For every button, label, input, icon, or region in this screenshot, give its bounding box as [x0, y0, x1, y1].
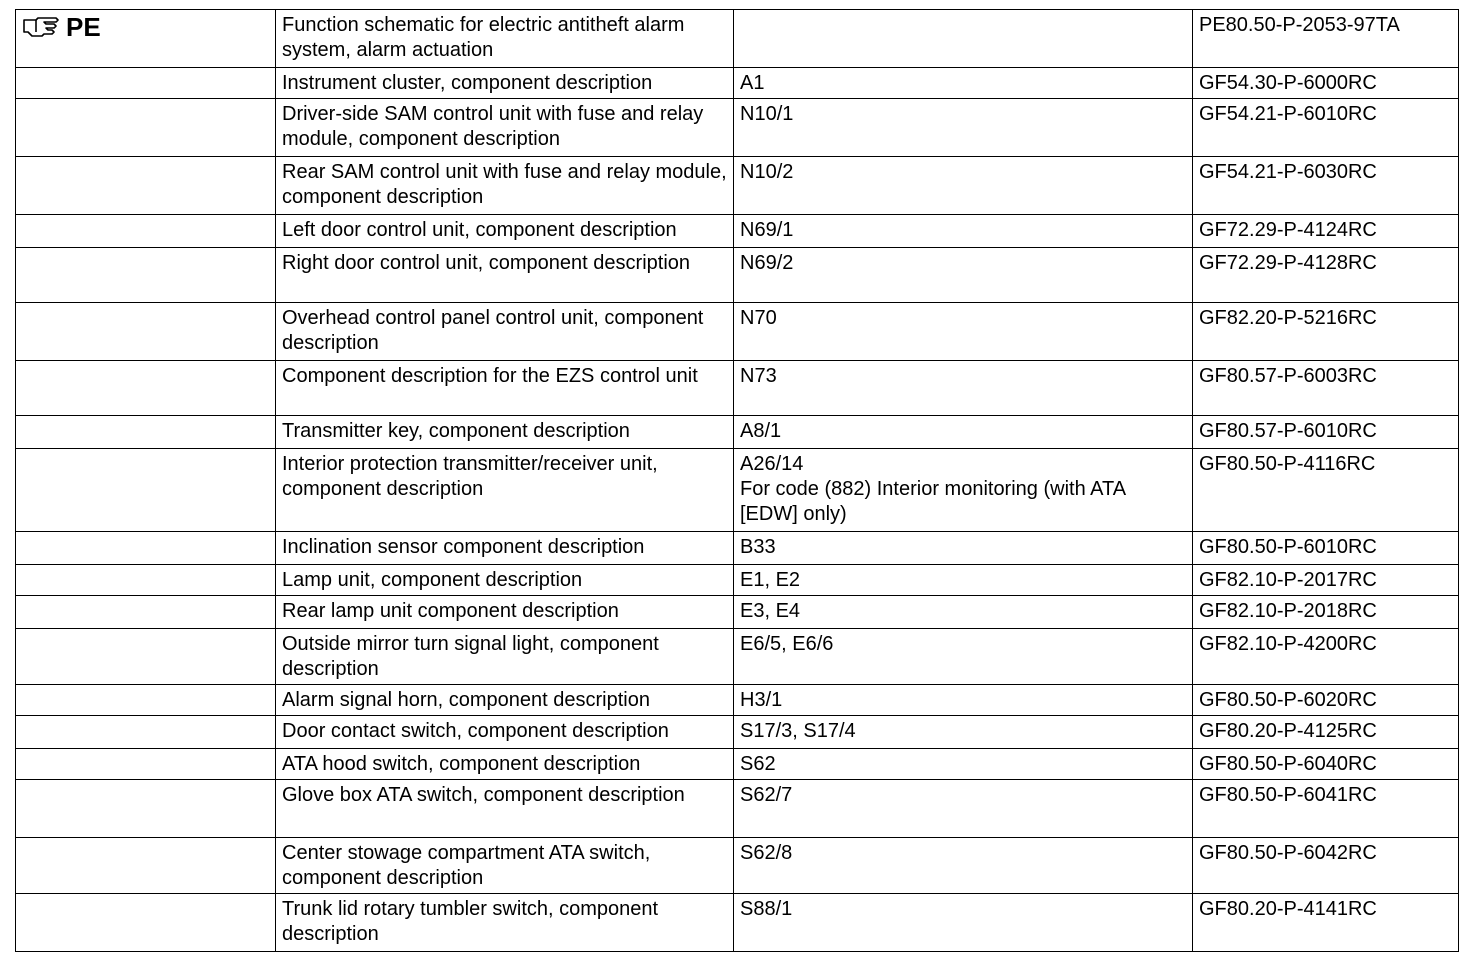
component-description: Interior protection transmitter/receiver unit, component description: [282, 453, 658, 500]
document-number-link[interactable]: GF80.57-P-6003RC: [1199, 365, 1377, 387]
document-cell: [1193, 99, 1459, 157]
schematic-title: Function schematic for electric antitheft alarm system, alarm actuation: [282, 14, 685, 61]
symbol-cell: [16, 215, 276, 248]
component-cell: [734, 838, 1193, 894]
description-cell: [276, 215, 734, 248]
symbol-cell: [16, 248, 276, 303]
symbol-cell: [16, 303, 276, 361]
pe-marker: [22, 13, 269, 41]
table-row: [16, 838, 1459, 894]
symbol-cell: [16, 685, 276, 716]
document-number-link[interactable]: GF82.10-P-2017RC: [1199, 569, 1377, 591]
description-cell: [276, 565, 734, 596]
component-cell: [734, 749, 1193, 780]
schematic-document-link[interactable]: PE80.50-P-2053-97TA: [1199, 14, 1400, 36]
component-cell: [734, 780, 1193, 838]
document-number-link[interactable]: GF80.20-P-4141RC: [1199, 898, 1377, 920]
description-cell: [276, 838, 734, 894]
description-cell: [276, 716, 734, 749]
component-code: E3, E4: [740, 600, 801, 622]
symbol-cell: [16, 716, 276, 749]
pe-label: PE: [66, 12, 101, 42]
symbol-cell: [16, 157, 276, 215]
component-code: N10/1: [740, 103, 794, 125]
component-description: Rear SAM control unit with fuse and relay module, component description: [282, 161, 727, 208]
document-cell: [1193, 361, 1459, 416]
component-code: N69/1: [740, 219, 794, 241]
document-cell: [1193, 449, 1459, 532]
table-row: [16, 215, 1459, 248]
component-code: S62/7: [740, 784, 793, 806]
description-cell: [276, 894, 734, 952]
document-cell: [1193, 894, 1459, 952]
document-cell: [1193, 838, 1459, 894]
document-cell: [1193, 532, 1459, 565]
component-code: S62/8: [740, 842, 793, 864]
component-description: Overhead control panel control unit, component description: [282, 307, 704, 354]
document-number-link[interactable]: GF82.20-P-5216RC: [1199, 307, 1377, 329]
table-row: [16, 303, 1459, 361]
component-cell: [734, 596, 1193, 629]
component-cell: [734, 685, 1193, 716]
table-row: [16, 629, 1459, 685]
component-cell: [734, 716, 1193, 749]
table-row: [16, 685, 1459, 716]
table-row: [16, 157, 1459, 215]
symbol-cell: [16, 565, 276, 596]
description-cell: [276, 99, 734, 157]
symbol-cell: [16, 449, 276, 532]
table-row: [16, 68, 1459, 99]
component-code: E1, E2: [740, 569, 801, 591]
document-number-link[interactable]: GF80.50-P-6010RC: [1199, 536, 1377, 558]
component-code: N10/2: [740, 161, 794, 183]
table-row: [16, 361, 1459, 416]
component-code: A26/14: [740, 453, 804, 475]
document-number-link[interactable]: GF80.50-P-6042RC: [1199, 842, 1377, 864]
document-number-link[interactable]: GF80.50-P-6040RC: [1199, 753, 1377, 775]
component-cell: [734, 68, 1193, 99]
schematic-title-cell: [276, 10, 734, 68]
component-cell: [734, 565, 1193, 596]
component-description: Outside mirror turn signal light, component description: [282, 633, 659, 680]
table-row: [16, 449, 1459, 532]
component-description: Transmitter key, component description: [282, 420, 630, 442]
description-cell: [276, 749, 734, 780]
table-row: [16, 596, 1459, 629]
document-cell: [1193, 157, 1459, 215]
component-code: N69/2: [740, 252, 794, 274]
component-cell: [734, 215, 1193, 248]
table-row: [16, 894, 1459, 952]
document-number-link[interactable]: GF54.30-P-6000RC: [1199, 72, 1377, 94]
symbol-cell: [16, 361, 276, 416]
document-cell: [1193, 780, 1459, 838]
description-cell: [276, 532, 734, 565]
schematic-document-cell: [1193, 10, 1459, 68]
component-cell: [734, 894, 1193, 952]
symbol-cell: [16, 780, 276, 838]
document-cell: [1193, 596, 1459, 629]
table-row: [16, 565, 1459, 596]
document-number-link[interactable]: GF82.10-P-4200RC: [1199, 633, 1377, 655]
description-cell: [276, 157, 734, 215]
table-row: [16, 416, 1459, 449]
component-description: Trunk lid rotary tumbler switch, component description: [282, 898, 659, 945]
component-description: Component description for the EZS control unit: [282, 365, 698, 387]
document-number-link[interactable]: GF80.50-P-6020RC: [1199, 689, 1377, 711]
component-code: H3/1: [740, 689, 783, 711]
reference-table: [15, 9, 1459, 952]
component-cell: [734, 157, 1193, 215]
component-description: ATA hood switch, component description: [282, 753, 641, 775]
document-cell: [1193, 716, 1459, 749]
document-cell: [1193, 248, 1459, 303]
document-cell: [1193, 749, 1459, 780]
symbol-cell: [16, 749, 276, 780]
description-cell: [276, 780, 734, 838]
symbol-cell: [16, 629, 276, 685]
component-description: Right door control unit, component description: [282, 252, 691, 274]
component-description: Rear lamp unit component description: [282, 600, 619, 622]
component-description: Left door control unit, component description: [282, 219, 677, 241]
document-cell: [1193, 416, 1459, 449]
component-code: S17/3, S17/4: [740, 720, 856, 742]
component-cell: [734, 99, 1193, 157]
document-number-link[interactable]: GF82.10-P-2018RC: [1199, 600, 1377, 622]
document-number-link[interactable]: GF72.29-P-4128RC: [1199, 252, 1377, 274]
document-cell: [1193, 565, 1459, 596]
component-description: Driver-side SAM control unit with fuse and relay module, component description: [282, 103, 704, 150]
description-cell: [276, 685, 734, 716]
component-description: Instrument cluster, component description: [282, 72, 653, 94]
component-cell: [734, 303, 1193, 361]
header-row: [16, 10, 1459, 68]
symbol-cell: [16, 894, 276, 952]
component-code: A8/1: [740, 420, 782, 442]
component-description: Inclination sensor component description: [282, 536, 645, 558]
document-cell: [1193, 68, 1459, 99]
description-cell: [276, 361, 734, 416]
document-cell: [1193, 629, 1459, 685]
document-number-link[interactable]: GF80.50-P-4116RC: [1199, 453, 1376, 475]
description-cell: [276, 303, 734, 361]
component-code: S88/1: [740, 898, 793, 920]
symbol-cell: [16, 532, 276, 565]
document-number-link[interactable]: GF54.21-P-6030RC: [1199, 161, 1377, 183]
component-description: Center stowage compartment ATA switch, component description: [282, 842, 651, 889]
component-description: Alarm signal horn, component description: [282, 689, 650, 711]
document-number-link[interactable]: GF80.20-P-4125RC: [1199, 720, 1377, 742]
component-cell: [734, 248, 1193, 303]
pointing-hand-icon: [22, 16, 62, 38]
description-cell: [276, 596, 734, 629]
component-cell: [734, 629, 1193, 685]
symbol-cell: [16, 99, 276, 157]
description-cell: [276, 629, 734, 685]
component-description: Lamp unit, component description: [282, 569, 583, 591]
description-cell: [276, 416, 734, 449]
table-row: [16, 532, 1459, 565]
description-cell: [276, 68, 734, 99]
symbol-cell: [16, 68, 276, 99]
reference-table-body: [16, 10, 1459, 952]
symbol-cell: [16, 10, 276, 68]
component-description: Door contact switch, component description: [282, 720, 669, 742]
document-cell: [1193, 303, 1459, 361]
symbol-cell: [16, 838, 276, 894]
component-code: B33: [740, 536, 776, 558]
table-row: [16, 99, 1459, 157]
symbol-cell: [16, 416, 276, 449]
table-row: [16, 749, 1459, 780]
description-cell: [276, 248, 734, 303]
description-cell: [276, 449, 734, 532]
document-number-link[interactable]: GF72.29-P-4124RC: [1199, 219, 1377, 241]
component-cell: [734, 416, 1193, 449]
table-row: [16, 780, 1459, 838]
component-code: N70: [740, 307, 777, 329]
symbol-cell: [16, 596, 276, 629]
component-cell: [734, 361, 1193, 416]
component-note: For code (882) Interior monitoring (with ATA [EDW] only): [740, 478, 1125, 525]
component-description: Glove box ATA switch, component description: [282, 784, 685, 806]
component-cell: [734, 449, 1193, 532]
component-code: E6/5, E6/6: [740, 633, 834, 655]
table-row: [16, 716, 1459, 749]
component-code: N73: [740, 365, 777, 387]
component-code: A1: [740, 72, 765, 94]
table-row: [16, 248, 1459, 303]
component-cell: [734, 532, 1193, 565]
document-number-link[interactable]: GF54.21-P-6010RC: [1199, 103, 1377, 125]
component-code: S62: [740, 753, 776, 775]
schematic-component-cell: [734, 10, 1193, 68]
document-number-link[interactable]: GF80.57-P-6010RC: [1199, 420, 1377, 442]
document-cell: [1193, 685, 1459, 716]
document-cell: [1193, 215, 1459, 248]
document-number-link[interactable]: GF80.50-P-6041RC: [1199, 784, 1377, 806]
